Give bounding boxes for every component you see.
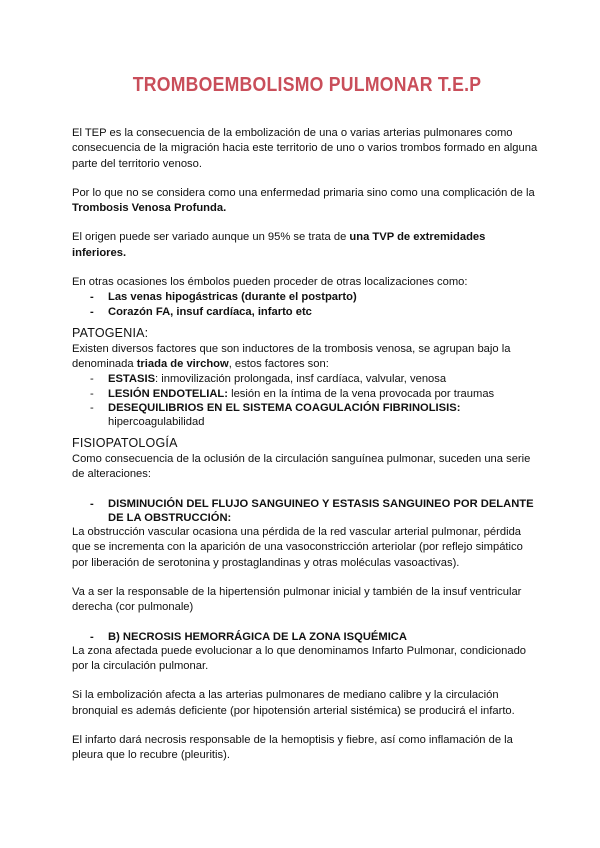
list-item-text: B) NECROSIS HEMORRÁGICA DE LA ZONA ISQUÉMICA [108,630,407,643]
list-item-text: lesión en la íntima de la vena provocada por traumas [227,387,495,400]
affected-zone-paragraph: La zona afectada puede evolucionar a lo que denominamos Infarto Pulmonar, condicionado por la circulación pulmonar. [72,644,527,673]
document-page [72,72,542,764]
other-locations-text: En otras ocasiones los émbolos pueden proceder de otras localizaciones como: [72,276,468,289]
list-item-text: DISMINUCIÓN DEL FLUJO SANGUINEO Y ESTASIS SANGUINEO POR DELANTE DE LA OBSTRUCCIÓN: [108,497,534,524]
other-locations-list [72,290,542,318]
list-item-text: Corazón FA, insuf cardíaca, infarto etc [108,305,312,318]
patogenia-heading [72,325,542,342]
patogenia-title: PATOGENIA [72,325,145,340]
fisiopatologia-heading: FISIOPATOLOGÍA [72,436,178,451]
fisiopatologia-paragraph: Como consecuencia de la oclusión de la circulación sanguínea pulmonar, suceden una serie de alteraciones: [72,453,531,481]
document-title: TROMBOEMBOLISMO PULMONAR T.E.P [132,73,482,96]
dash-bullet: - [90,373,94,386]
patogenia-text-b: , estos factores son: [228,358,329,371]
patogenia-text-a: Existen diversos factores que son inductores de la trombosis venosa, se agrupan bajo la denominada [72,342,511,371]
not-primary-text: Por lo que no se considera como una enfermedad primaria sino como una complicación de la [72,186,535,199]
intro-paragraph: El TEP es la consecuencia de la embolización de una o varias arterias pulmonares como consecuencia de la migración hacia este territorio de uno o varios trombos formado en alguna parte del territorio venoso. [72,127,538,170]
embolization-paragraph: Si la embolización afecta a las arterias pulmonares de mediano calibre y la circulación bronquial es además deficiente (por hipotensión arterial sistémica) se producirá el infarto. [72,689,515,717]
list-item-text: : inmovilización prolongada, insf cardíaca, valvular, venosa [155,373,447,386]
virchow-bold: triada de virchow [136,358,229,371]
dash-bullet: - [90,387,94,400]
list-item [72,372,542,386]
list-item [72,387,542,401]
list-item [72,497,542,525]
infarct-paragraph: El infarto dará necrosis responsable de la hemoptisis y fiebre, así como inflamación de la pleura que lo recubre (pleuritis). [72,734,513,762]
not-primary-paragraph [72,186,542,217]
patogenia-list [72,372,542,429]
dash-bullet: - [90,401,94,414]
list-item-bold: DESEQUILIBRIOS EN EL SISTEMA COAGULACIÓN FIBRINOLISIS: [108,401,461,414]
list-item [72,630,542,644]
patogenia-paragraph [72,342,542,373]
origin-paragraph [72,230,542,261]
tvp-bold: Trombosis Venosa Profunda. [72,202,227,215]
list-item-text: hipercoagulabilidad [108,415,205,428]
dash-bullet: - [90,305,94,318]
dash-bullet: - [90,497,94,510]
dash-bullet: - [90,291,94,304]
fisiopatologia-list-b [72,630,542,644]
hypertension-paragraph: Va a ser la responsable de la hipertensión pulmonar inicial y también de la insuf ventricular derecha (cor pulmonale) [72,586,522,614]
list-item [72,401,542,429]
dash-bullet: - [90,630,94,643]
obstruction-paragraph: La obstrucción vascular ocasiona una pérdida de la red vascular arterial pulmonar, pérdida que se incrementa con la aparición de una vasoconstricción arteriolar (por reflejo simpático por liberación de serotonina y prostaglandinas y otras moléculas vasoactivas). [72,526,523,569]
origin-text: El origen puede ser variado aunque un 95% se trata de [72,231,350,244]
list-item [72,305,542,319]
fisiopatologia-list-a [72,497,542,525]
patogenia-colon: : [144,325,149,340]
list-item-bold: LESIÓN ENDOTELIAL: [108,387,228,400]
origin-bold: una TVP de extremidades inferiores. [72,231,486,259]
list-item-text: Las venas hipogástricas (durante el postparto) [108,291,357,304]
list-item [72,290,542,304]
list-item-bold: ESTASIS [108,373,156,386]
